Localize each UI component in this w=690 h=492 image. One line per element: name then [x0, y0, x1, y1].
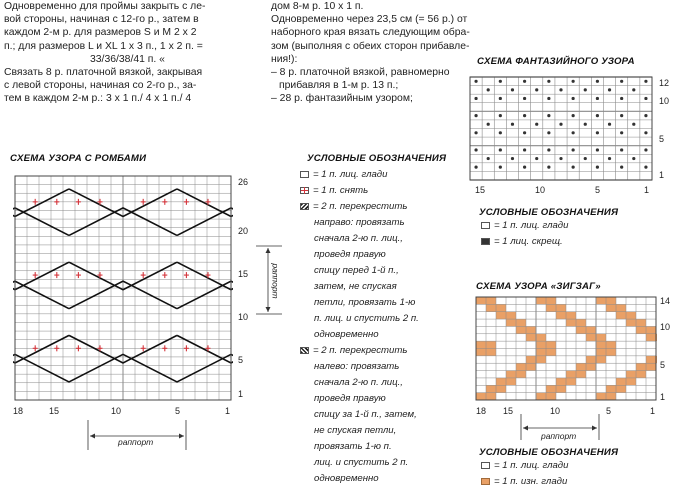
pattern-text-column-1	[4, 0, 266, 106]
twisted-stitch-icon	[481, 238, 490, 245]
text-line: тем в каждом 2-м р.: 3 х 1 п./ 4 х 1 п./ 4	[4, 93, 192, 105]
legend-item-cross-right: = 2 п. перекрестить	[300, 199, 472, 215]
text-line: каждом 2-м р. для размеров S и M 2 х 2	[4, 27, 197, 39]
row-label-26: 26	[238, 177, 249, 187]
rapport-vertical-label: раппорт	[270, 263, 281, 299]
slip-stitch-icon	[300, 187, 309, 194]
text-line: ния!):	[271, 53, 298, 65]
pattern-text-column-2	[271, 0, 471, 106]
zigzag-row-10: 10	[660, 322, 671, 332]
rapport-horizontal-label: раппорт	[118, 437, 154, 447]
fantasy-chart-grid	[469, 76, 653, 181]
cross-right-icon	[300, 203, 309, 210]
zigzag-chart-title: СХЕМА УЗОРА «ЗИГЗАГ»	[476, 281, 601, 292]
zigzag-col-15: 15	[503, 406, 514, 416]
rhombus-chart-title: СХЕМА УЗОРА С РОМБАМИ	[10, 153, 147, 164]
legend-title: УСЛОВНЫЕ ОБОЗНАЧЕНИЯ	[479, 207, 619, 218]
row-label-15: 15	[238, 269, 249, 279]
col-label-1: 1	[225, 406, 231, 416]
row-label-10: 10	[238, 312, 249, 322]
text-line: – 28 р. фантазийным узором;	[271, 93, 413, 105]
fantasy-col-10: 10	[535, 185, 546, 195]
fantasy-col-1: 1	[644, 185, 650, 195]
text-line: прибавляя в 1-м р. 13 п.;	[279, 80, 399, 92]
text-line: дом 8-м р. 10 х 1 п.	[271, 1, 364, 12]
row-label-5: 5	[238, 355, 244, 365]
fantasy-row-5: 5	[659, 134, 665, 144]
fantasy-row-12: 12	[659, 78, 670, 88]
zigzag-col-1: 1	[650, 406, 656, 416]
text-line: с левой стороны, начиная со 2-го р., за-	[4, 80, 197, 92]
row-label-1: 1	[238, 389, 244, 399]
text-line: вой стороны, начиная с 12-го р., затем в	[4, 14, 199, 26]
rhombus-chart-grid	[13, 174, 233, 402]
legend-item-knit: = 1 п. лиц. глади	[481, 458, 568, 474]
legend-item-slip: = 1 п. снять	[300, 183, 472, 199]
legend-item-purl: = 1 п. изн. глади	[481, 474, 568, 490]
text-line: – 8 р. платочной вязкой, равномерно	[271, 67, 450, 79]
knit-stitch-icon	[300, 171, 309, 178]
cross-left-icon	[300, 347, 309, 354]
legend-desc-right: направо: провязать сначала 2-ю п. лиц., проведя правую спицу перед 1-й п., затем, не спуская петли, провязать 1-ю п. лиц. и спустить 2 п. одновременно	[314, 217, 419, 340]
fantasy-twisted-marks	[474, 80, 647, 169]
text-line: зом (выполняя с обеих сторон прибавле-	[271, 40, 470, 52]
col-label-5: 5	[175, 406, 181, 416]
fantasy-col-5: 5	[595, 185, 601, 195]
text-line: наборного края вязать следующим обра-	[271, 27, 470, 39]
purl-stitch-icon	[481, 478, 490, 485]
legend-1	[300, 167, 472, 487]
fantasy-row-10: 10	[659, 96, 670, 106]
zigzag-row-1: 1	[660, 392, 666, 402]
row-label-20: 20	[238, 226, 249, 236]
col-label-18: 18	[13, 406, 24, 416]
legend-desc-left: налево: провязать сначала 2-ю п. лиц., проведя правую спицу за 1-й п., затем, не спуская петли, провязать 1-ю п. лиц. и спустить 2 п. одновременно	[314, 361, 417, 484]
knit-stitch-icon	[481, 462, 490, 469]
legend-item-knit: = 1 п. лиц. глади	[300, 167, 472, 183]
zigzag-col-5: 5	[606, 406, 612, 416]
zigzag-row-14: 14	[660, 296, 671, 306]
text-line: Связать 8 р. платочной вязкой, закрывая	[4, 67, 203, 79]
legend-title: УСЛОВНЫЕ ОБОЗНАЧЕНИЯ	[307, 153, 447, 164]
legend-2	[481, 218, 568, 250]
fantasy-col-15: 15	[475, 185, 486, 195]
text-line: п.; для размеров L и XL 1 х 3 п., 1 х 2 п. =	[4, 40, 203, 52]
zigzag-rapport-arrow	[518, 414, 602, 446]
zigzag-row-5: 5	[660, 360, 666, 370]
zigzag-rapport-label: раппорт	[541, 431, 577, 441]
fantasy-chart-title: СХЕМА ФАНТАЗИЙНОГО УЗОРА	[477, 56, 635, 67]
legend-3	[481, 458, 568, 490]
fantasy-row-1: 1	[659, 170, 665, 180]
zigzag-col-10: 10	[550, 406, 561, 416]
text-line: Одновременно через 23,5 см (= 56 р.) от	[271, 14, 468, 26]
col-label-10: 10	[111, 406, 122, 416]
zigzag-col-18: 18	[476, 406, 487, 416]
legend-item-cross-left: = 2 п. перекрестить	[300, 343, 472, 359]
legend-title: УСЛОВНЫЕ ОБОЗНАЧЕНИЯ	[479, 447, 619, 458]
zigzag-chart-grid	[475, 296, 657, 401]
legend-item-twisted: = 1 лиц. скрещ.	[481, 234, 568, 250]
knit-stitch-icon	[481, 222, 490, 229]
text-line: Одновременно для проймы закрыть с ле-	[4, 1, 206, 12]
text-line: 33/36/38/41 п. «	[90, 53, 165, 65]
col-label-15: 15	[49, 406, 60, 416]
legend-item-knit: = 1 п. лиц. глади	[481, 218, 568, 234]
